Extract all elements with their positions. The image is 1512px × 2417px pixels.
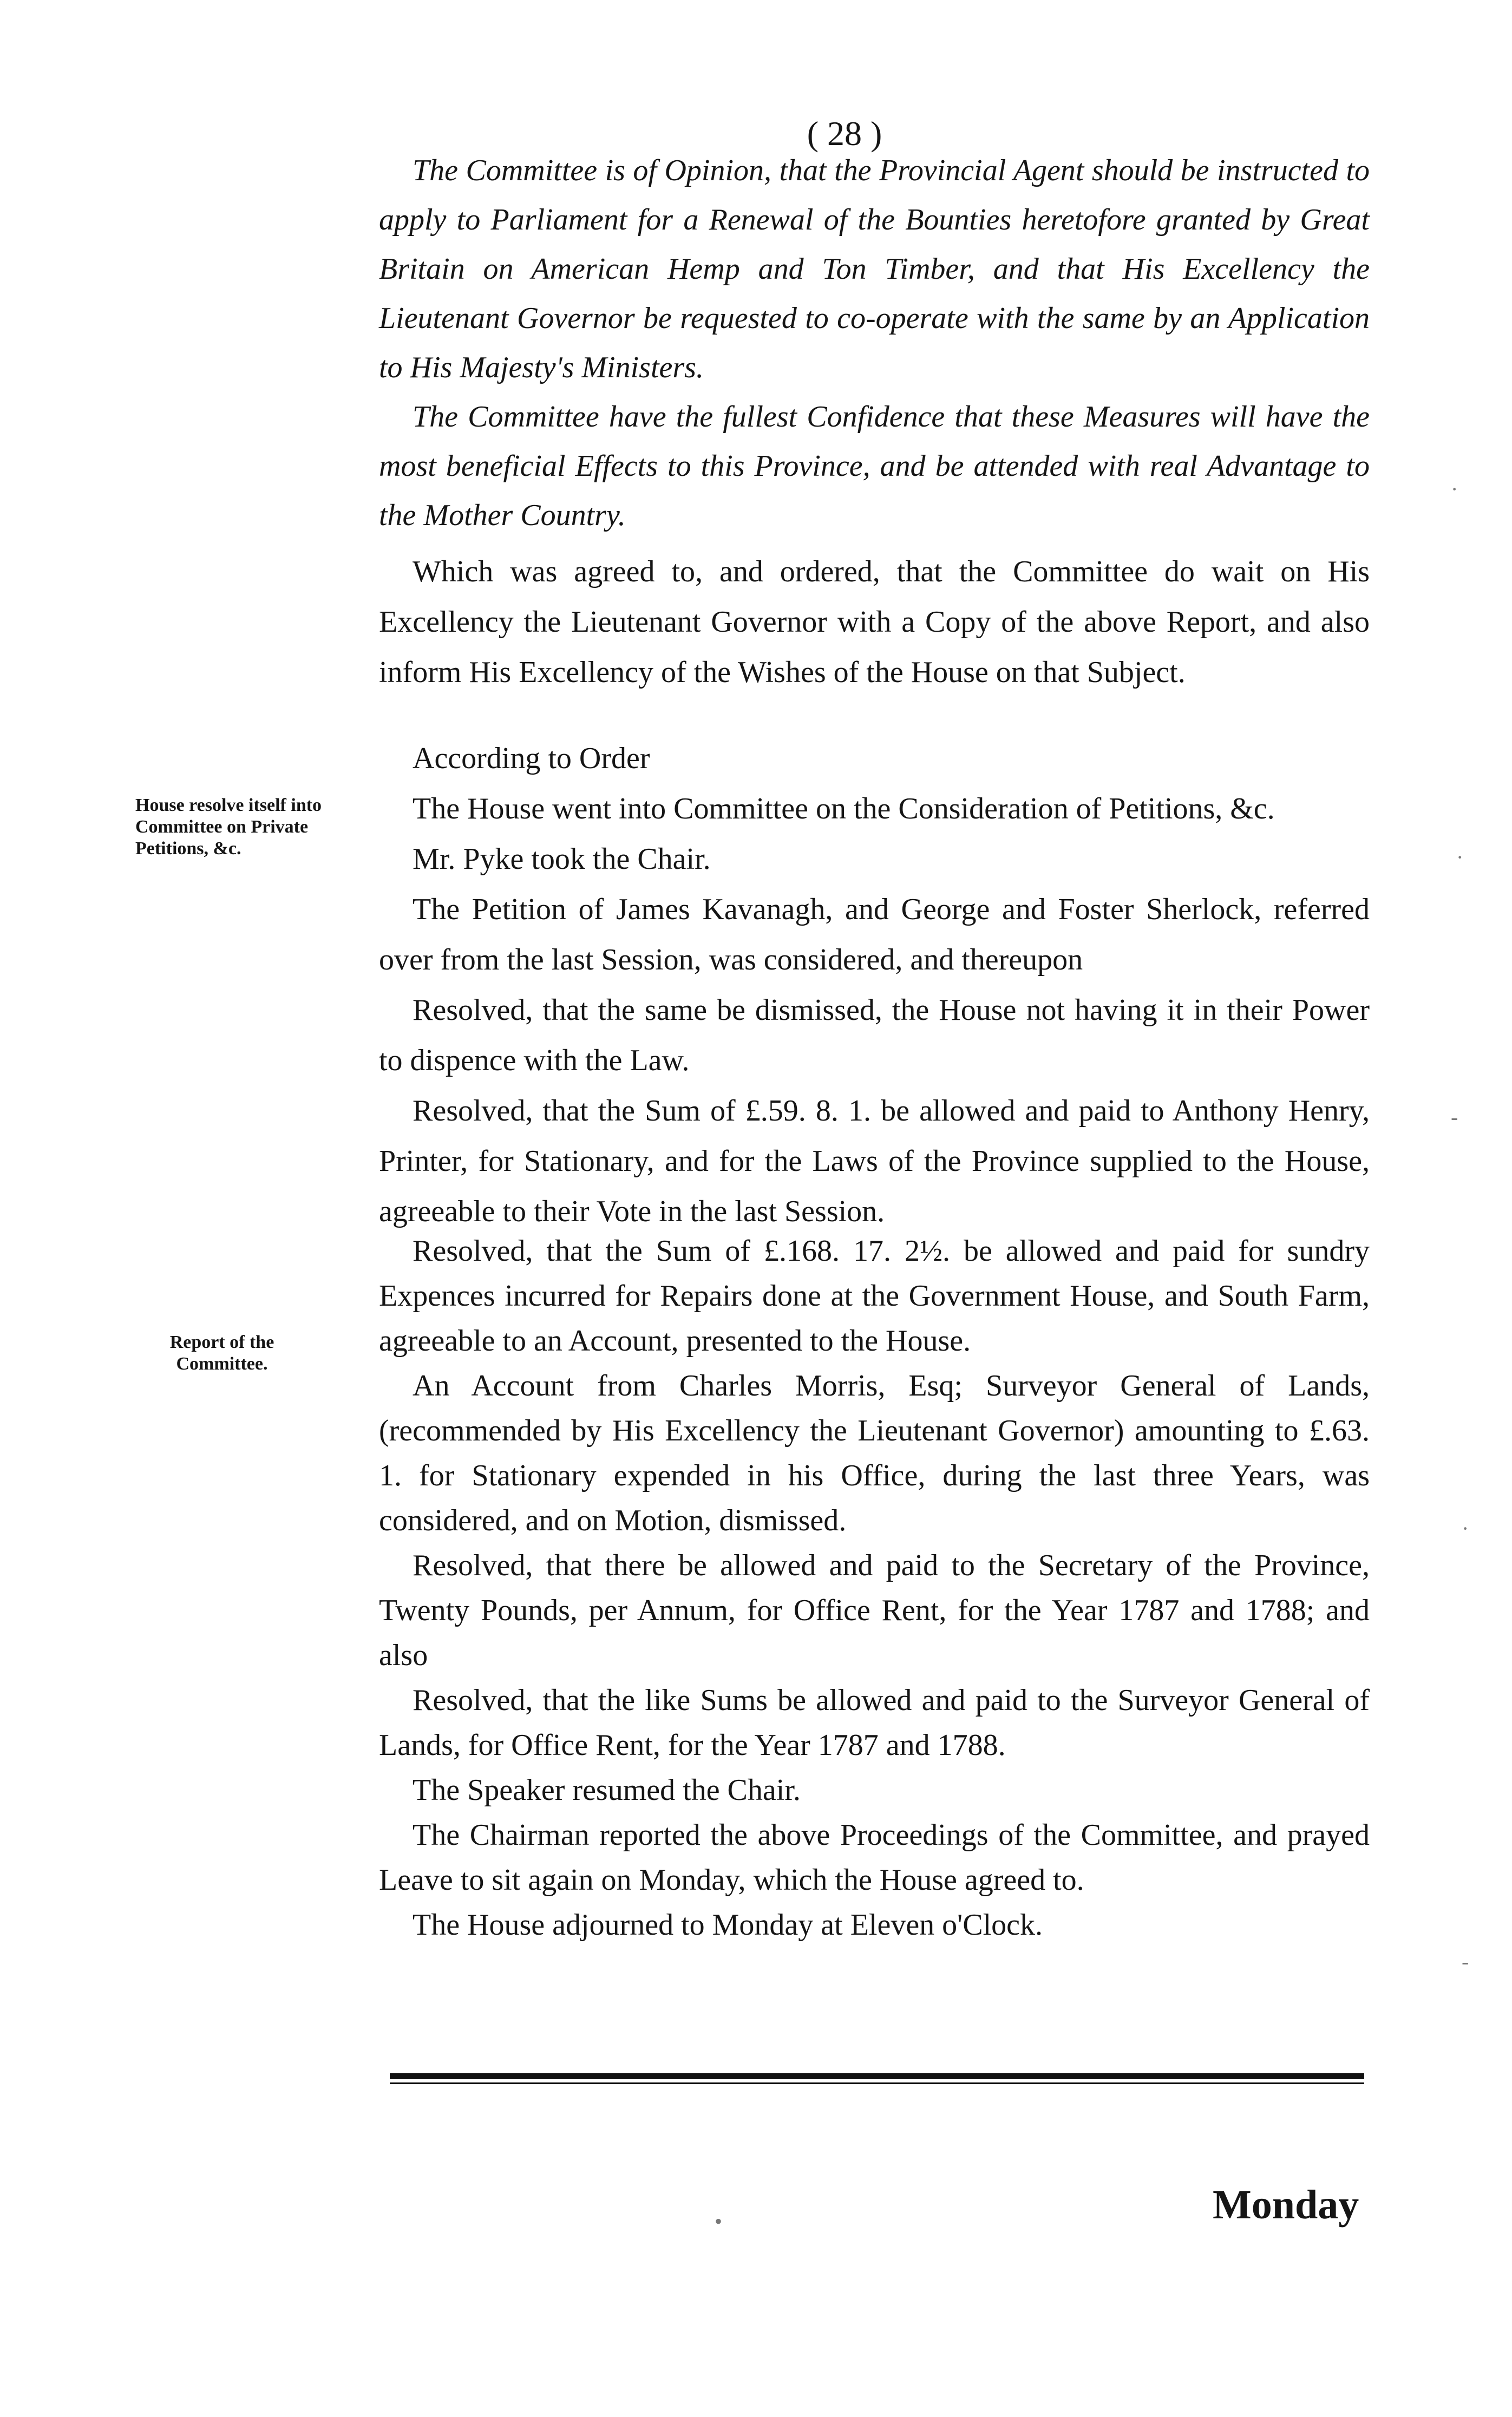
agreed-paragraph: Which was agreed to, and ordered, that the Committee do wait on His Excellency the Lieutenant Governor with a Copy of the above Report, and also inform His Excellency of the Wishes of the House on that Subject. xyxy=(379,555,1370,689)
chairman-reported-paragraph: The Chairman reported the above Proceedings of the Committee, and prayed Leave to sit again on Monday, which the House agreed to. xyxy=(379,1818,1370,1897)
resolved-repairs-paragraph: Resolved, that the Sum of £.168. 17. 2½. be allowed and paid for sundry Expences incurred for Repairs done at the Government House, and South Farm, agreeable to an Account, presented to the House. xyxy=(379,1234,1370,1358)
print-speck: • xyxy=(715,2209,723,2233)
petition-paragraph: The Petition of James Kavanagh, and George and Foster Sherlock, referred over from the last Session, was considered, and thereupon xyxy=(379,893,1370,977)
resolved-secretary-paragraph: Resolved, that there be allowed and paid to the Secretary of the Province, Twenty Pounds, per Annum, for Office Rent, for the Year 1787 and 1788; and also xyxy=(379,1549,1370,1672)
catchword: Monday xyxy=(1213,2182,1359,2228)
resolved-dismissed-paragraph: Resolved, that the same be dismissed, the House not having it in their Power to dispence with the Law. xyxy=(379,993,1370,1077)
resolved-surveyor-paragraph: Resolved, that the like Sums be allowed and paid to the Surveyor General of Lands, for Office Rent, for the Year 1787 and 1788. xyxy=(379,1684,1370,1762)
print-speck: · xyxy=(1451,477,1458,501)
proceedings-block-2 xyxy=(379,1229,1370,1948)
resolved-henry-paragraph: Resolved, that the Sum of £.59. 8. 1. be allowed and paid to Anthony Henry, Printer, for Stationary, and for the Laws of the Province supplied to the House, agreeable to their Vote in the last Session. xyxy=(379,1094,1370,1228)
according-to-order: According to Order xyxy=(413,742,650,775)
house-committee-paragraph: The House went into Committee on the Consideration of Petitions, &c. xyxy=(413,792,1275,826)
print-speck: · xyxy=(1456,845,1464,869)
print-speck: - xyxy=(1451,1105,1458,1129)
page-number: ( 28 ) xyxy=(807,114,882,153)
print-speck: - xyxy=(1462,1949,1469,1974)
speaker-resumed-paragraph: The Speaker resumed the Chair. xyxy=(413,1773,801,1807)
print-speck: · xyxy=(1462,1516,1469,1541)
agreed-block xyxy=(379,547,1370,698)
margin-note-report: Report of the Committee. xyxy=(169,1332,274,1374)
chair-taken-paragraph: Mr. Pyke took the Chair. xyxy=(413,842,711,876)
adjourned-paragraph: The House adjourned to Monday at Eleven o'Clock. xyxy=(413,1908,1043,1942)
morris-account-paragraph: An Account from Charles Morris, Esq; Surveyor General of Lands, (recommended by His Excellency the Lieutenant Governor) amounting to £.63. 1. for Stationary expended in his Office, during the last three Years, was considered, and on Motion, dismissed. xyxy=(379,1369,1370,1537)
report-paragraph-agent: The Committee is of Opinion, that the Provincial Agent should be instructed to apply to Parliament for a Renewal of the Bounties heretofore granted by Great Britain on American Hemp and Ton Timber, and that His Excellency the Lieutenant Governor be requested to co-operate with the same by an Application to His Majesty's Ministers. xyxy=(379,154,1370,384)
margin-note-committee: House resolve itself into Committee on Private Petitions, &c. xyxy=(135,795,322,859)
report-paragraph-confidence: The Committee have the fullest Confidence that these Measures will have the most beneficial Effects to this Province, and be attended with real Advantage to the Mother Country. xyxy=(379,400,1370,532)
committee-report xyxy=(379,146,1370,540)
proceedings-block xyxy=(379,733,1370,1237)
